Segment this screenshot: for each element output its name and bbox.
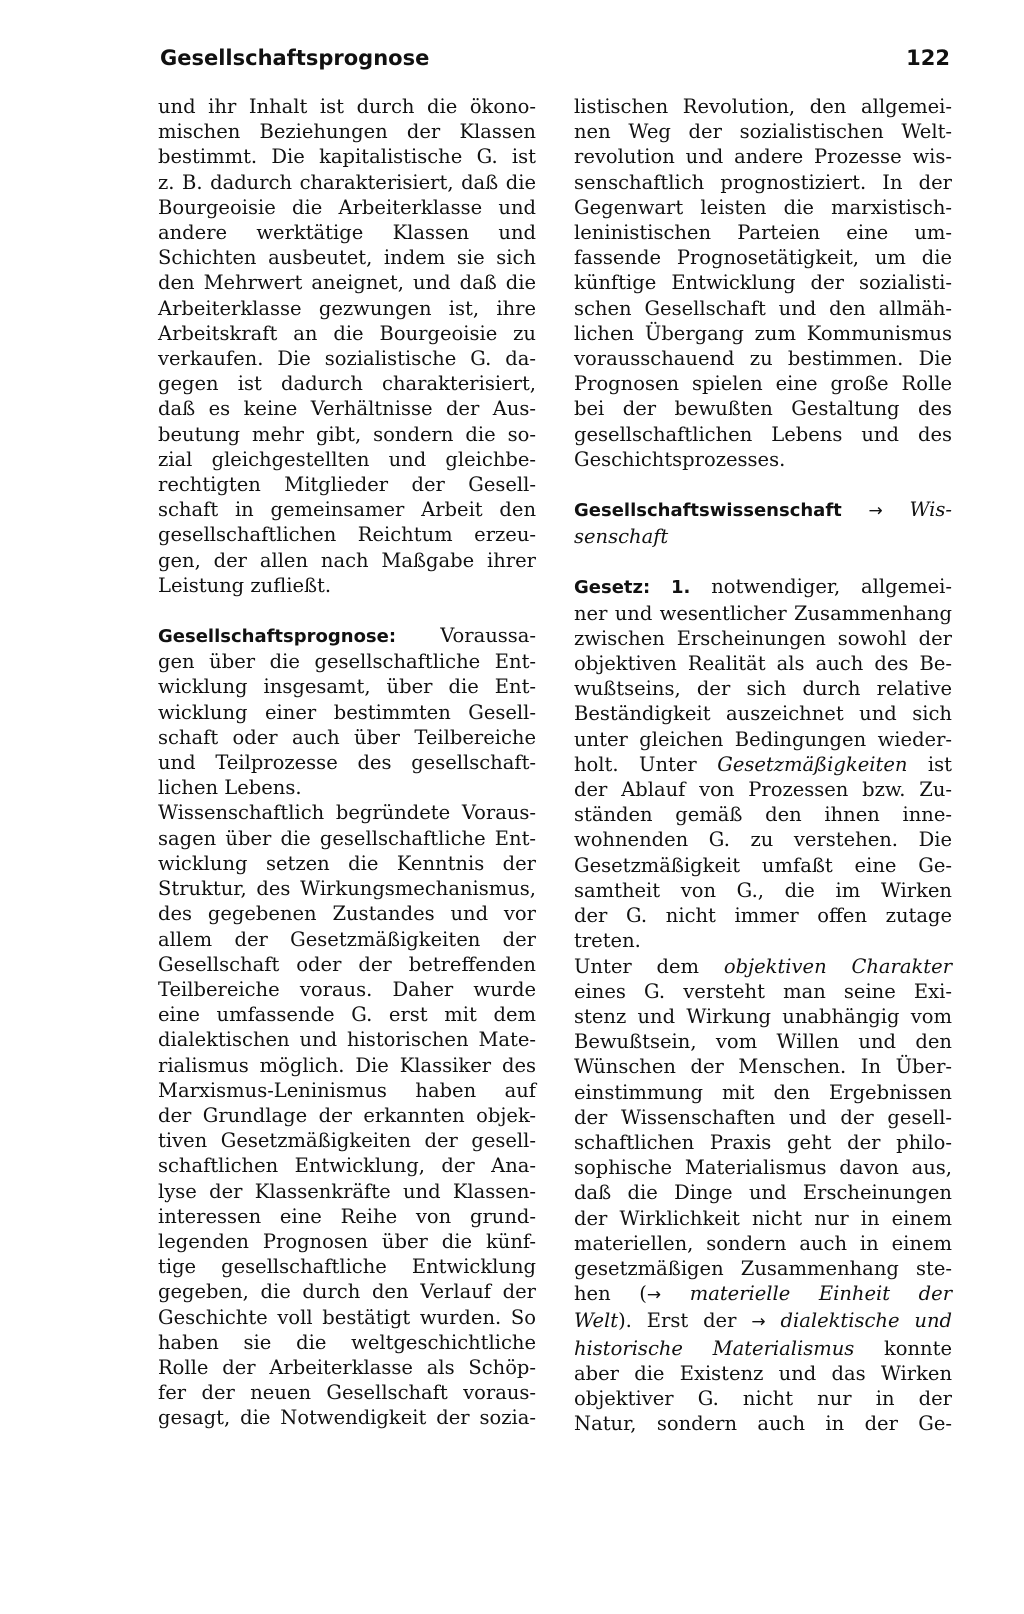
text-line: lichen Übergang zum Kommunismus <box>574 321 952 345</box>
text-line: objektiven Realität als auch des Be- <box>574 652 952 676</box>
text-line: Bewußtsein, vom Willen und den <box>574 1030 952 1054</box>
text-line: gegeben, die durch den Verlauf der <box>158 1280 536 1304</box>
text-line: Gesellschaft oder der betreffenden <box>158 952 536 976</box>
entry-first-line <box>158 623 536 649</box>
text-line: gen, der allen nach Maßgabe ihrer <box>158 548 536 572</box>
text-fragment: hen ( <box>574 1282 647 1306</box>
text-line: zwischen Erscheinungen sowohl der <box>574 626 952 650</box>
text-line: senschaftlich prognostiziert. In der <box>574 170 952 194</box>
page-header <box>160 46 950 76</box>
text-line: legenden Prognosen über die künf- <box>158 1229 536 1253</box>
text-line: fassende Prognosetätigkeit, um die <box>574 246 952 270</box>
text-line: gen über die gesellschaftliche Ent- <box>158 650 536 674</box>
text-line <box>574 752 952 777</box>
text-line <box>574 1336 952 1361</box>
text-line: gesagt, die Notwendigkeit der sozia- <box>158 1406 536 1430</box>
cross-reference-arrow-icon: → <box>868 501 883 522</box>
text-line: der Wissenschaften und der gesell- <box>574 1105 952 1129</box>
text-line: rechtigten Mitglieder der Gesell- <box>158 473 536 497</box>
text-line: bei der bewußten Gestaltung des <box>574 397 952 421</box>
text-line: revolution und andere Prozesse wis- <box>574 145 952 169</box>
text-line: objektiver G. nicht nur in der <box>574 1386 952 1410</box>
cross-reference-link[interactable]: historische Materialismus <box>574 1336 855 1360</box>
text-line: treten. <box>574 929 641 953</box>
text-line: Geschichtsprozesses. <box>574 447 786 471</box>
entry-heading-gesellschaftsprognose: Gesellschaftsprognose: <box>158 626 397 648</box>
running-head-title: Gesellschaftsprognose <box>160 46 430 70</box>
text-line: listischen Revolution, den allgemei- <box>574 95 952 118</box>
text-line: allem der Gesetzmäßigkeiten der <box>158 927 536 951</box>
text-line: schaft oder auch über Teilbereiche <box>158 725 536 749</box>
entry-heading-gesellschaftswissenschaft: Gesellschaftswissenschaft <box>574 500 842 522</box>
text-line: einstimmung mit den Ergebnissen <box>574 1080 952 1104</box>
text-line: Leistung zufließt. <box>158 573 332 597</box>
text-line: zial gleichgestellten und gleichbe- <box>158 447 536 471</box>
text-line: aber die Existenz und das Wirken <box>574 1361 952 1385</box>
text-line: eine umfassende G. erst mit dem <box>158 1003 536 1027</box>
text-line: schen Gesellschaft und den allmäh- <box>574 296 952 320</box>
text-line: materiellen, sondern auch in einem <box>574 1231 952 1255</box>
text-line: Gegenwart leisten die marxistisch- <box>574 195 952 219</box>
text-line: Wissenschaftlich begründete Voraus- <box>158 801 536 825</box>
text-line: Prognosen spielen eine große Rolle <box>574 372 952 396</box>
text-line: stenz und Wirkung unabhängig vom <box>574 1004 952 1028</box>
text-line: rialismus möglich. Die Klassiker des <box>158 1053 536 1077</box>
text-line <box>574 524 952 549</box>
text-fragment: Voraussa- <box>440 624 536 648</box>
text-line: Schichten ausbeutet, indem sie sich <box>158 246 536 270</box>
cross-reference-link[interactable]: senschaft <box>574 525 669 549</box>
text-line: und ihr Inhalt ist durch die ökono- <box>158 95 536 118</box>
text-line: tige gesellschaftliche Entwicklung <box>158 1255 536 1279</box>
italic-term: objektiven Charakter <box>723 954 953 978</box>
text-line: gesetzmäßigen Zusammenhang ste- <box>574 1256 952 1280</box>
text-line: andere werktätige Klassen und <box>158 221 536 245</box>
text-line: unter gleichen Bedingungen wieder- <box>574 727 952 751</box>
text-line: gesellschaftlichen Lebens und des <box>574 422 952 446</box>
text-line: fer der neuen Gesellschaft voraus- <box>158 1381 536 1405</box>
text-line: der Ablauf von Prozessen bzw. Zu- <box>574 778 952 802</box>
text-line: der Wirklichkeit nicht nur in einem <box>574 1206 952 1230</box>
left-column <box>158 94 536 1431</box>
text-line: Wünschen der Menschen. In Über- <box>574 1055 952 1079</box>
text-line: Beständigkeit auszeichnet und sich <box>574 702 952 726</box>
text-line: den Mehrwert aneignet, und daß die <box>158 271 536 295</box>
text-line: Rolle der Arbeiterklasse als Schöp- <box>158 1355 536 1379</box>
text-line: sophische Materialismus davon aus, <box>574 1156 952 1180</box>
paragraph-gap <box>158 598 536 623</box>
text-line: wicklung setzen die Kenntnis der <box>158 851 536 875</box>
text-line: der Grundlage der erkannten objek- <box>158 1103 536 1127</box>
text-fragment: ). Erst der <box>618 1309 737 1333</box>
entry-heading-gesetz: Gesetz: <box>574 577 651 599</box>
text-line: bestimmt. Die kapitalistische G. ist <box>158 145 536 169</box>
page-number: 122 <box>906 46 950 70</box>
text-line: schaftlichen Praxis geht der philo- <box>574 1130 952 1154</box>
text-line: Natur, sondern auch in der Ge- <box>574 1412 952 1436</box>
text-line: wicklung insgesamt, über die Ent- <box>158 675 536 699</box>
text-line: interessen eine Reihe von grund- <box>158 1204 536 1228</box>
text-line: sagen über die gesellschaftliche Ent- <box>158 826 536 850</box>
text-line: haben sie die weltgeschichtliche <box>158 1330 536 1354</box>
text-fragment: konnte <box>883 1336 952 1360</box>
text-line: dialektischen und historischen Mate- <box>158 1028 536 1052</box>
text-line: Geschichte voll bestätigt wurden. So <box>158 1305 536 1329</box>
text-line: wohnenden G. zu verstehen. Die <box>574 828 952 852</box>
text-line: gesellschaftlichen Reichtum erzeu- <box>158 523 536 547</box>
text-line: samtheit von G., die im Wirken <box>574 878 952 902</box>
text-line: gegen ist dadurch charakterisiert, <box>158 372 536 396</box>
text-line: des gegebenen Zustandes und vor <box>158 902 536 926</box>
text-line <box>574 1281 952 1308</box>
text-line: lyse der Klassenkräfte und Klassen- <box>158 1179 536 1203</box>
text-line: lichen Lebens. <box>158 776 302 800</box>
sense-number: 1. <box>671 577 691 599</box>
text-fragment: notwendiger, allgemei- <box>711 575 953 599</box>
text-line: mischen Beziehungen der Klassen <box>158 120 536 144</box>
text-line: ständen gemäß den ihnen inne- <box>574 803 952 827</box>
text-line: Arbeitskraft an die Bourgeoisie zu <box>158 321 536 345</box>
text-line: und Teilprozesse des gesellschaft- <box>158 751 536 775</box>
text-line: daß die Dinge und Erscheinungen <box>574 1181 952 1205</box>
cross-reference-link[interactable]: dialektische und <box>780 1309 953 1333</box>
text-line: z. B. dadurch charakterisiert, daß die <box>158 170 536 194</box>
cross-reference-link[interactable]: Welt <box>574 1309 619 1333</box>
text-line: künftige Entwicklung der sozialisti- <box>574 271 952 295</box>
text-line: schaft in gemeinsamer Arbeit den <box>158 498 536 522</box>
text-fragment: Unter dem <box>574 954 700 978</box>
paragraph-gap <box>574 549 952 574</box>
italic-term: Gesetzmäßigkeiten <box>717 752 908 776</box>
text-line: wußtseins, der sich durch relative <box>574 677 952 701</box>
text-line: wicklung einer bestimmten Gesell- <box>158 700 536 724</box>
cross-reference-arrow-icon: → <box>751 1312 766 1333</box>
text-line: daß es keine Verhältnisse der Aus- <box>158 397 536 421</box>
text-line: Struktur, des Wirkungsmechanismus, <box>158 877 536 901</box>
text-line: Gesetzmäßigkeit umfaßt eine Ge- <box>574 853 952 877</box>
text-line: Teilbereiche voraus. Daher wurde <box>158 977 536 1001</box>
text-line: beutung mehr gibt, sondern die so- <box>158 422 536 446</box>
text-line: eines G. versteht man seine Exi- <box>574 979 952 1003</box>
cross-reference-link[interactable]: materielle Einheit der <box>689 1282 953 1306</box>
text-line: Arbeiterklasse gezwungen ist, ihre <box>158 296 536 320</box>
text-line: nen Weg der sozialistischen Welt- <box>574 120 952 144</box>
text-line: schaftlichen Entwicklung, der Ana- <box>158 1154 536 1178</box>
entry-first-line <box>574 574 952 600</box>
text-line: leninistischen Parteien eine um- <box>574 221 952 245</box>
text-line: Marxismus-Leninismus haben auf <box>158 1078 536 1102</box>
text-line <box>574 1308 952 1335</box>
cross-reference-arrow-icon: → <box>646 1285 662 1306</box>
right-column <box>574 94 952 1436</box>
text-line: der G. nicht immer offen zutage <box>574 904 952 928</box>
text-line: Bourgeoisie die Arbeiterklasse und <box>158 195 536 219</box>
paragraph-gap <box>574 472 952 497</box>
text-line: ner und wesentlicher Zusammenhang <box>574 601 952 625</box>
text-line: vorausschauend zu bestimmen. Die <box>574 347 952 371</box>
text-line <box>574 954 952 979</box>
text-line: tiven Gesetzmäßigkeiten der gesell- <box>158 1129 536 1153</box>
cross-reference-link[interactable]: Wis- <box>909 498 953 522</box>
text-fragment: holt. Unter <box>574 752 697 776</box>
entry-first-line <box>574 497 952 524</box>
text-line: verkaufen. Die sozialistische G. da- <box>158 347 536 371</box>
text-fragment: ist <box>927 752 953 776</box>
